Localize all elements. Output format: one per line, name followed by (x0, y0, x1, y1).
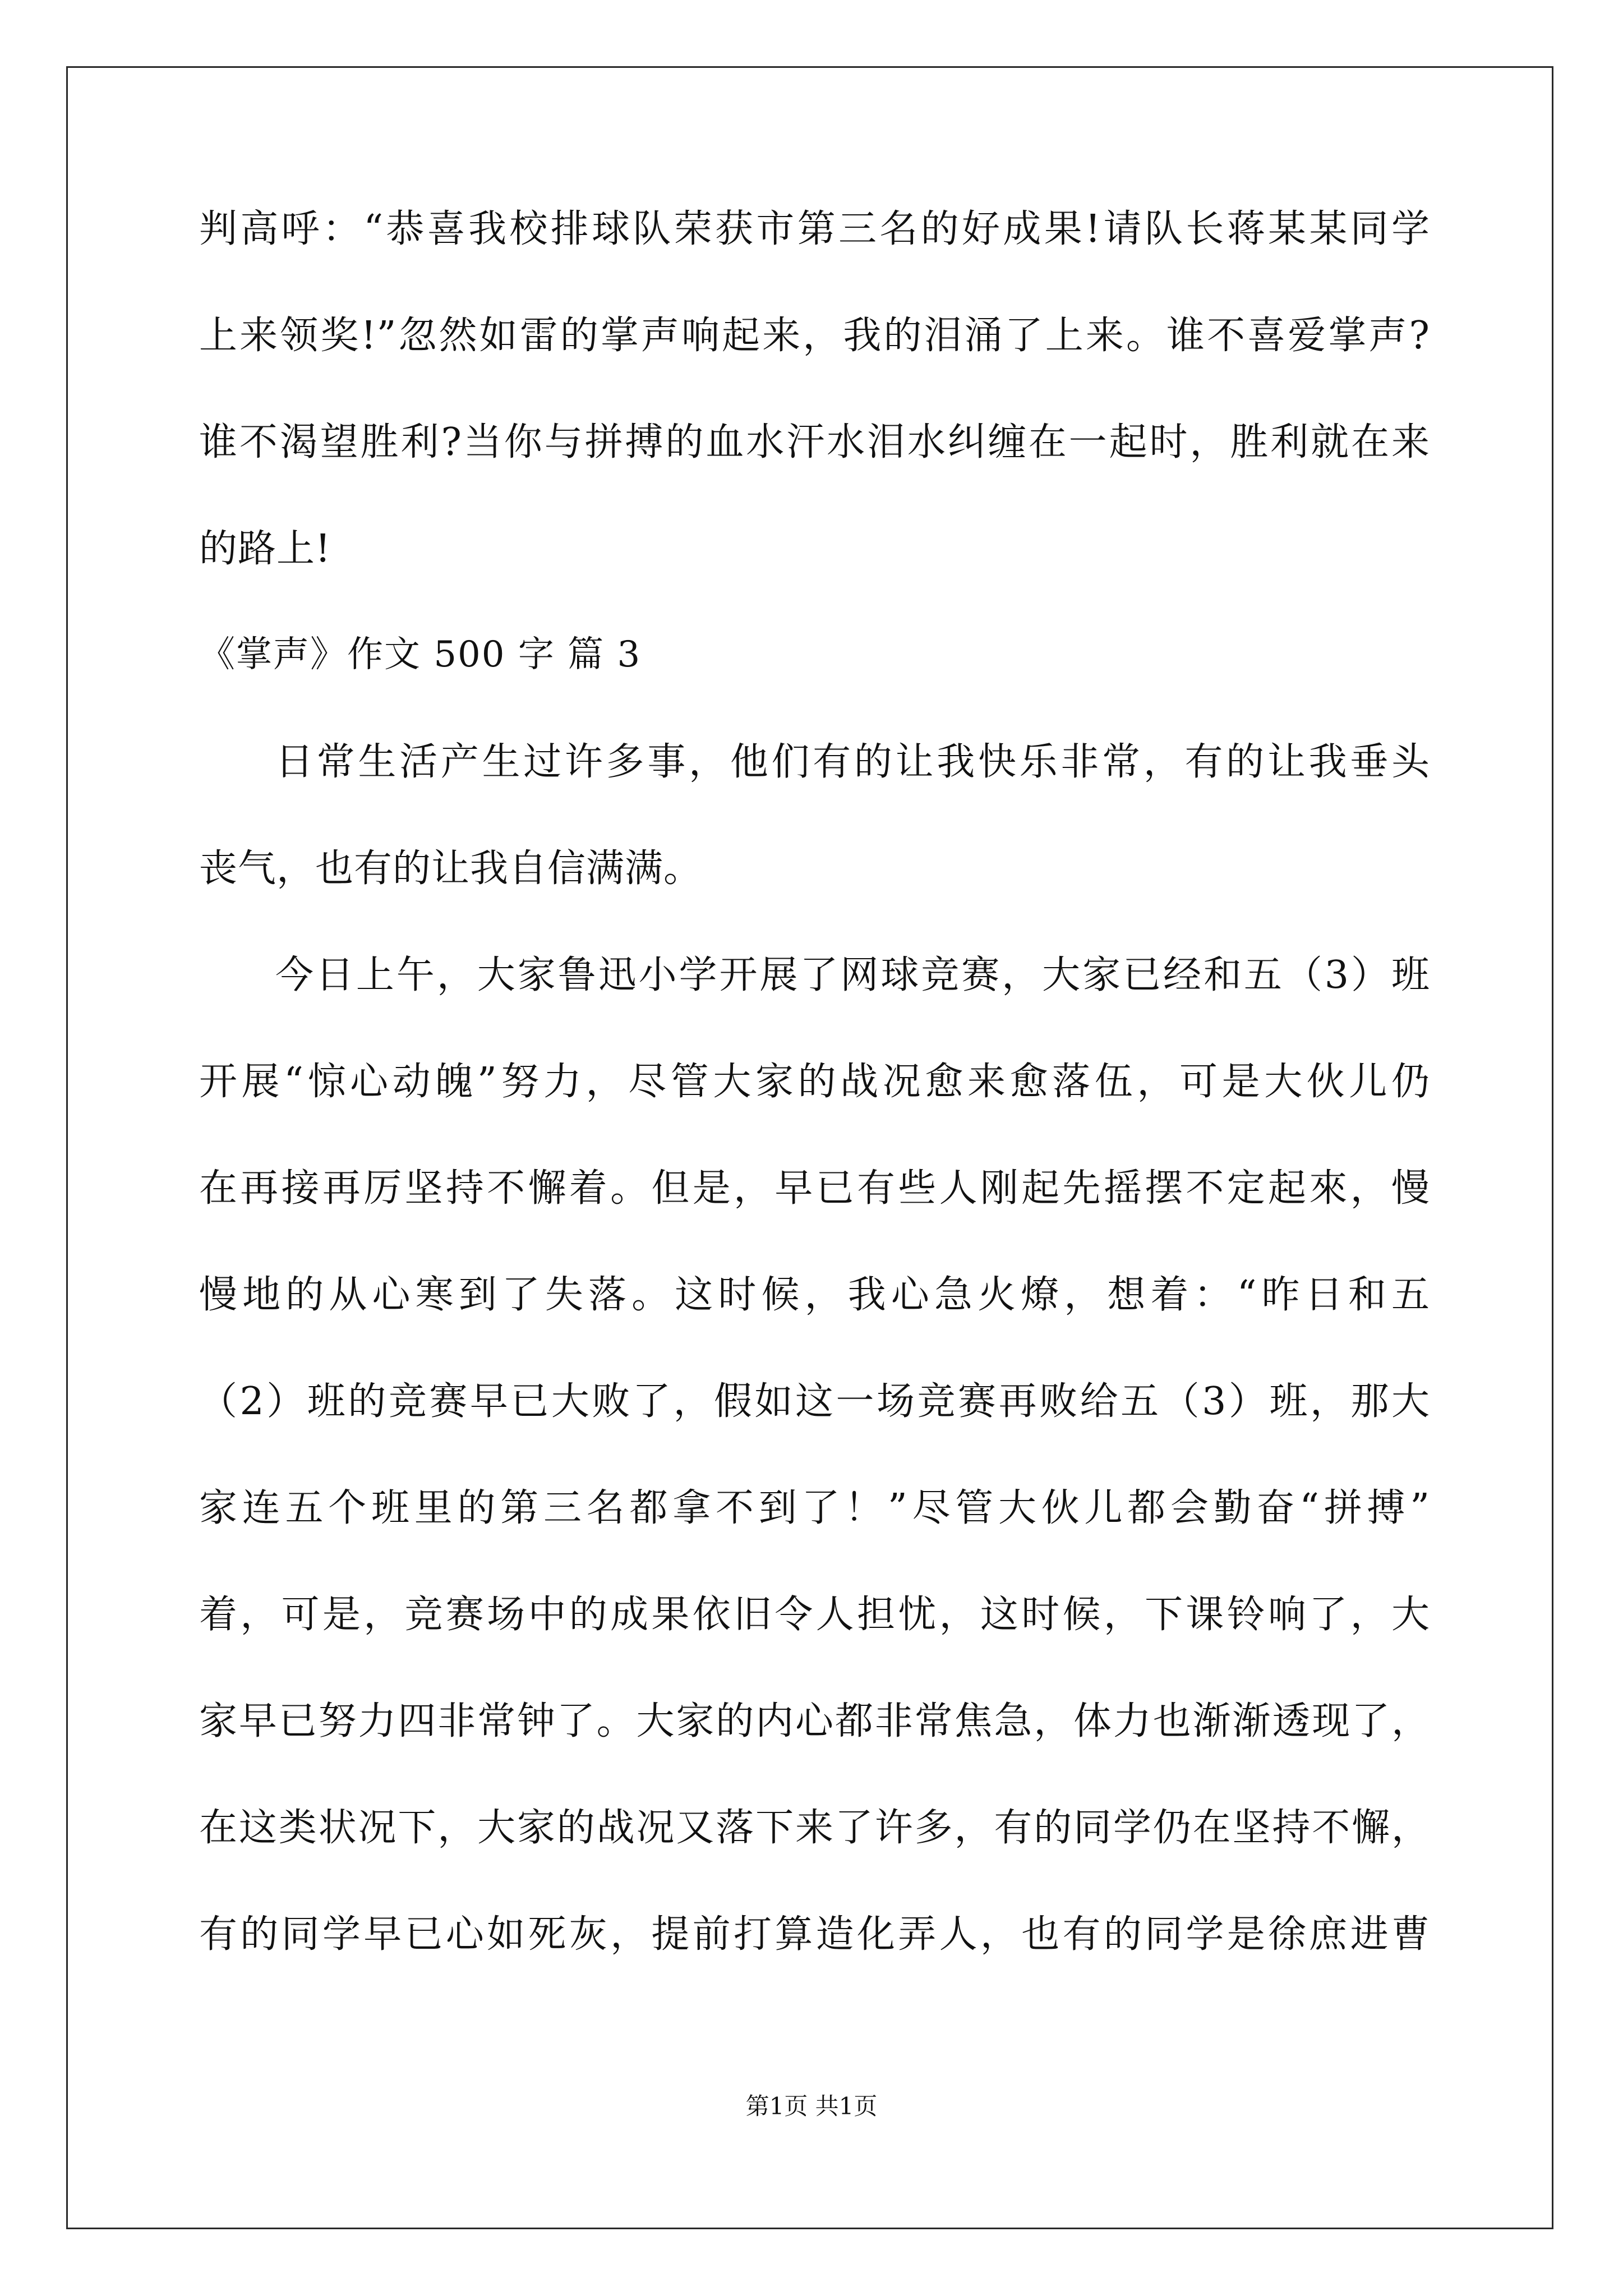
text-line: 今日上午，大家鲁迅小学开展了网球竞赛，大家已经和五（3）班 (275, 953, 1430, 997)
text-line: 慢地的从心寒到了失落。这时候，我心急火燎，想着：“昨日和五 (199, 1273, 1430, 1317)
text-line: 日常生活产生过许多事，他们有的让我快乐非常，有的让我垂头 (275, 740, 1430, 784)
text-line: 有的同学早已心如死灰，提前打算造化弄人，也有的同学是徐庶进曹 (199, 1912, 1430, 1957)
page-footer: 第1页 共1页 (745, 2092, 878, 2120)
text-line: 着，可是，竞赛场中的成果依旧令人担忧，这时候，下课铃响了，大 (199, 1593, 1430, 1637)
text-line: 判高呼：“恭喜我校排球队荣获市第三名的好成果!请队长蒋某某同学 (199, 207, 1430, 251)
text-line: 家早已努力四非常钟了。大家的内心都非常焦急，体力也渐渐透现了， (199, 1699, 1430, 1743)
text-line: 家连五个班里的第三名都拿不到了！”尽管大伙儿都会勤奋“拼搏” (199, 1486, 1430, 1530)
text-line: 谁不渴望胜利?当你与拼搏的血水汗水泪水纠缠在一起时，胜利就在来 (199, 420, 1430, 464)
text-line: （2）班的竞赛早已大败了，假如这一场竞赛再败给五（3）班，那大 (199, 1379, 1430, 1424)
document-body (199, 207, 1430, 2022)
text-line: 开展“惊心动魄”努力，尽管大家的战况愈来愈落伍，可是大伙儿仍 (199, 1060, 1430, 1104)
text-line: 在这类状况下，大家的战况又落下来了许多，有的同学仍在坚持不懈， (199, 1806, 1430, 1850)
text-line: 的路上! (199, 527, 331, 571)
text-line: 上来领奖!”忽然如雷的掌声响起来，我的泪涌了上来。谁不喜爱掌声? (199, 314, 1430, 358)
section-heading: 《掌声》作文 500 字 篇 3 (199, 634, 642, 675)
text-line: 在再接再厉坚持不懈着。但是，早已有些人刚起先摇摆不定起來，慢 (199, 1166, 1430, 1211)
text-line: 丧气，也有的让我自信满满。 (199, 846, 703, 891)
